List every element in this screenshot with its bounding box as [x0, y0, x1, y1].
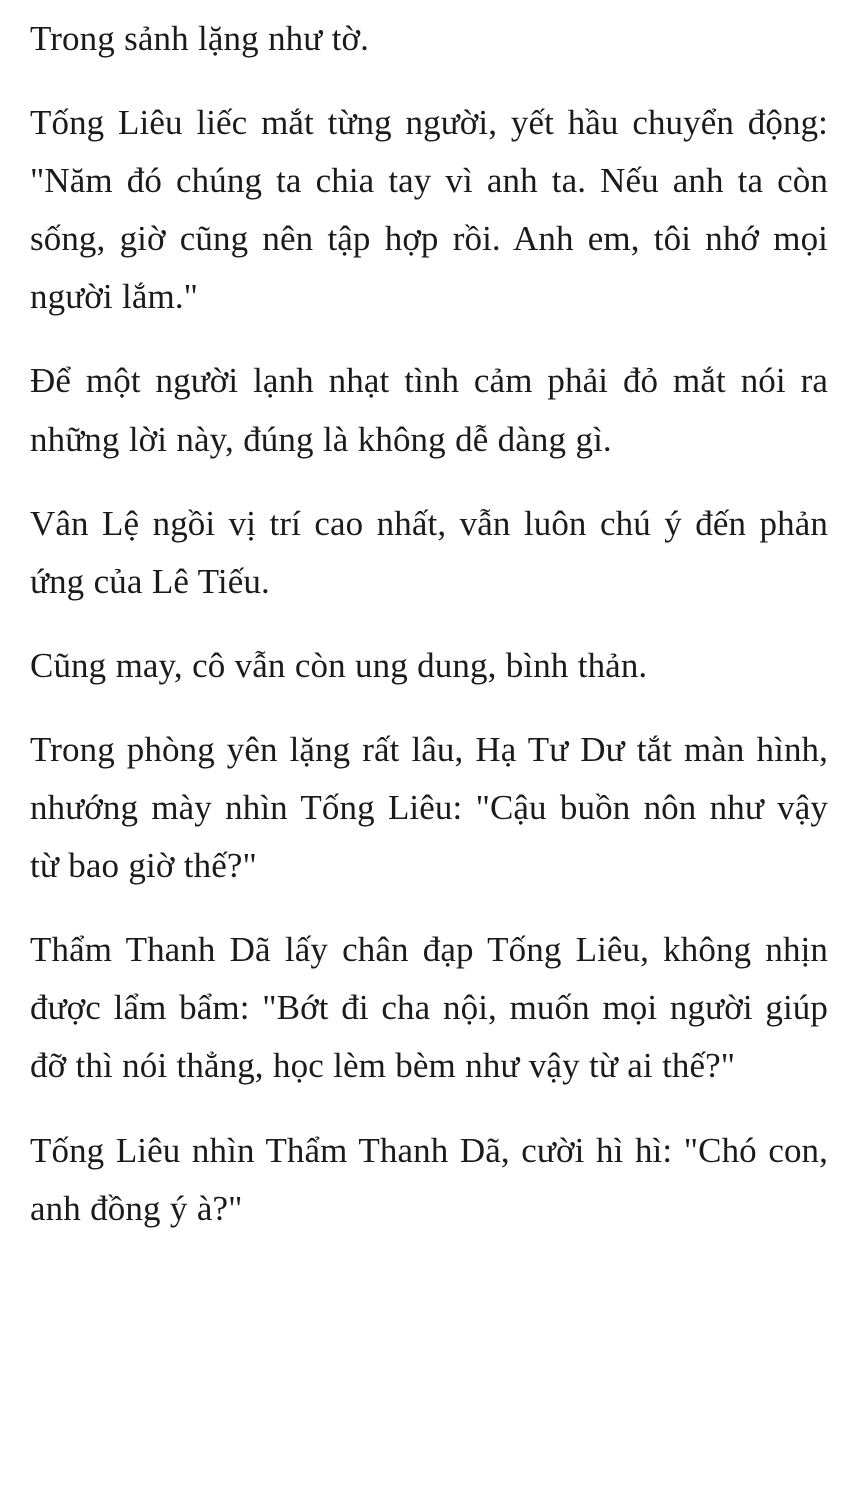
- paragraph: Tống Liêu nhìn Thẩm Thanh Dã, cười hì hì: "Chó con, anh đồng ý à?": [30, 1130, 828, 1228]
- paragraph: Vân Lệ ngồi vị trí cao nhất, vẫn luôn chú ý đến phản ứng của Lê Tiếu.: [30, 503, 828, 601]
- paragraph: Thẩm Thanh Dã lấy chân đạp Tống Liêu, không nhịn được lẩm bẩm: "Bớt đi cha nội, muốn mọi người giúp đỡ thì nói thẳng, học lèm bèm như vậy từ ai thế?": [30, 930, 828, 1086]
- paragraph: Trong phòng yên lặng rất lâu, Hạ Tư Dư tắt màn hình, nhướng mày nhìn Tống Liêu: "Cậu buồn nôn như vậy từ bao giờ thế?": [30, 729, 828, 886]
- paragraph: Để một người lạnh nhạt tình cảm phải đỏ mắt nói ra những lời này, đúng là không dễ dàng gì.: [30, 361, 828, 459]
- paragraph: Trong sảnh lặng như tờ.: [30, 19, 369, 58]
- paragraph: Cũng may, cô vẫn còn ung dung, bình thản.: [30, 645, 648, 685]
- paragraph: Tống Liêu liếc mắt từng người, yết hầu chuyển động: "Năm đó chúng ta chia tay vì anh ta. Nếu anh ta còn sống, giờ cũng nên tập hợp rồi. Anh em, tôi nhớ mọi người lắm.": [30, 103, 828, 317]
